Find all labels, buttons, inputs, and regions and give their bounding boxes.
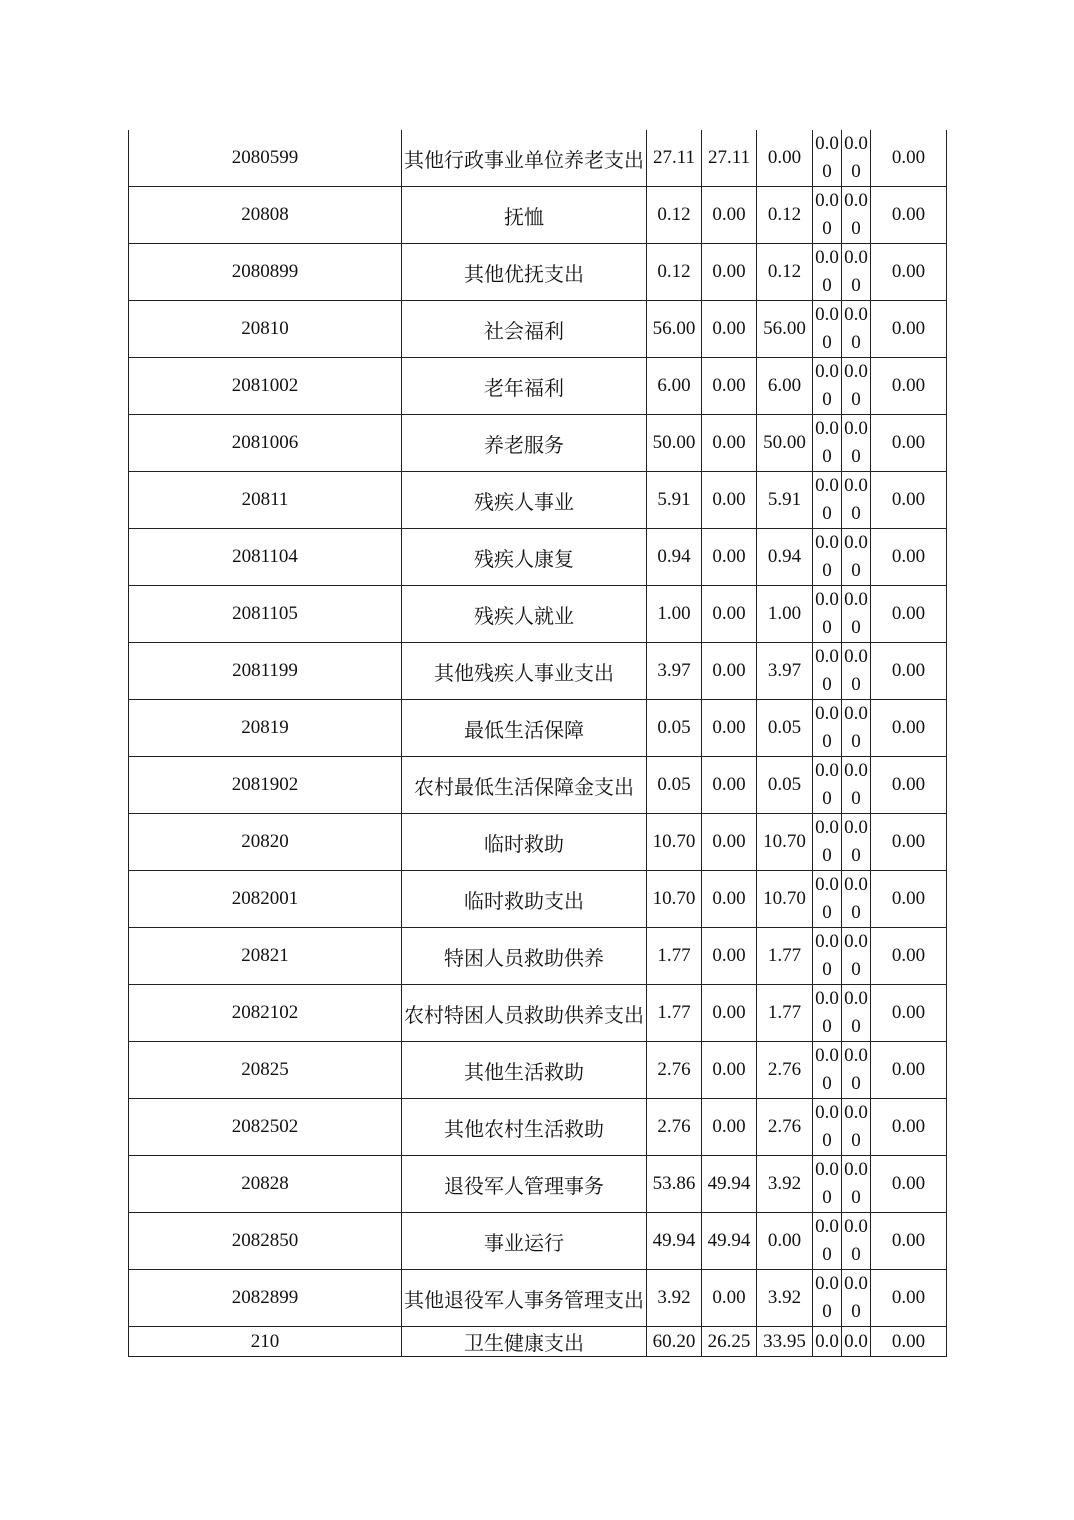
function-code-cell: 20811 (129, 472, 402, 529)
narrow-value-cell-1: 0.00 (813, 1156, 842, 1213)
total-cell: 5.91 (647, 472, 702, 529)
table-row (129, 529, 947, 586)
table-row (129, 187, 947, 244)
function-code-cell: 2081902 (129, 757, 402, 814)
project-expenditure-cell: 50.00 (757, 415, 813, 472)
narrow-value-cell-2: 0.00 (842, 1156, 871, 1213)
item-name-cell: 临时救助 (402, 814, 647, 871)
narrow-value-cell-2: 0.00 (842, 700, 871, 757)
item-name-cell: 老年福利 (402, 358, 647, 415)
total-cell: 27.11 (647, 130, 702, 187)
function-code-cell: 2080599 (129, 130, 402, 187)
project-expenditure-cell: 0.94 (757, 529, 813, 586)
narrow-value-cell-1: 0.00 (813, 1270, 842, 1327)
other-value-cell: 0.00 (871, 358, 947, 415)
project-expenditure-cell: 1.77 (757, 985, 813, 1042)
basic-expenditure-cell: 0.00 (702, 415, 757, 472)
project-expenditure-cell: 3.97 (757, 643, 813, 700)
narrow-value-cell-1: 0.00 (813, 985, 842, 1042)
narrow-value-cell-2: 0.00 (842, 928, 871, 985)
table-row (129, 1270, 947, 1327)
item-name-cell: 社会福利 (402, 301, 647, 358)
item-name-cell: 其他生活救助 (402, 1042, 647, 1099)
item-name-cell: 抚恤 (402, 187, 647, 244)
project-expenditure-cell: 0.05 (757, 700, 813, 757)
total-cell: 0.12 (647, 187, 702, 244)
project-expenditure-cell: 1.77 (757, 928, 813, 985)
basic-expenditure-cell: 49.94 (702, 1213, 757, 1270)
project-expenditure-cell: 33.95 (757, 1327, 813, 1357)
function-code-cell: 2081104 (129, 529, 402, 586)
project-expenditure-cell: 3.92 (757, 1270, 813, 1327)
total-cell: 60.20 (647, 1327, 702, 1357)
table-row (129, 244, 947, 301)
narrow-value-cell-1: 0.00 (813, 529, 842, 586)
basic-expenditure-cell: 0.00 (702, 187, 757, 244)
table-row (129, 130, 947, 187)
item-name-cell: 退役军人管理事务 (402, 1156, 647, 1213)
narrow-value-cell-1: 0.00 (813, 244, 842, 301)
basic-expenditure-cell: 0.00 (702, 472, 757, 529)
basic-expenditure-cell: 0.00 (702, 358, 757, 415)
narrow-value-cell-1: 0.00 (813, 130, 842, 187)
function-code-cell: 2082850 (129, 1213, 402, 1270)
narrow-value-cell-1: 0.00 (813, 814, 842, 871)
total-cell: 10.70 (647, 871, 702, 928)
narrow-value-cell-2: 0.00 (842, 187, 871, 244)
narrow-value-cell-2: 0.00 (842, 871, 871, 928)
table-row (129, 1042, 947, 1099)
function-code-cell: 2081199 (129, 643, 402, 700)
narrow-value-cell-2: 0.00 (842, 985, 871, 1042)
narrow-value-cell-2: 0.0 (842, 1327, 871, 1357)
function-code-cell: 2080899 (129, 244, 402, 301)
other-value-cell: 0.00 (871, 1327, 947, 1357)
project-expenditure-cell: 0.00 (757, 130, 813, 187)
item-name-cell: 其他残疾人事业支出 (402, 643, 647, 700)
narrow-value-cell-2: 0.00 (842, 415, 871, 472)
narrow-value-cell-2: 0.00 (842, 1213, 871, 1270)
function-code-cell: 20825 (129, 1042, 402, 1099)
item-name-cell: 其他农村生活救助 (402, 1099, 647, 1156)
function-code-cell: 2082502 (129, 1099, 402, 1156)
basic-expenditure-cell: 0.00 (702, 757, 757, 814)
project-expenditure-cell: 0.05 (757, 757, 813, 814)
table-row (129, 1213, 947, 1270)
basic-expenditure-cell: 0.00 (702, 1099, 757, 1156)
item-name-cell: 最低生活保障 (402, 700, 647, 757)
other-value-cell: 0.00 (871, 928, 947, 985)
item-name-cell: 养老服务 (402, 415, 647, 472)
function-code-cell: 2081002 (129, 358, 402, 415)
project-expenditure-cell: 6.00 (757, 358, 813, 415)
basic-expenditure-cell: 0.00 (702, 814, 757, 871)
budget-table-page (128, 130, 946, 1357)
function-code-cell: 20808 (129, 187, 402, 244)
total-cell: 1.77 (647, 985, 702, 1042)
narrow-value-cell-1: 0.00 (813, 757, 842, 814)
item-name-cell: 残疾人事业 (402, 472, 647, 529)
narrow-value-cell-2: 0.00 (842, 244, 871, 301)
other-value-cell: 0.00 (871, 1156, 947, 1213)
table-row (129, 1327, 947, 1357)
narrow-value-cell-2: 0.00 (842, 1270, 871, 1327)
table-row (129, 700, 947, 757)
total-cell: 1.00 (647, 586, 702, 643)
table-row (129, 757, 947, 814)
narrow-value-cell-2: 0.00 (842, 1042, 871, 1099)
item-name-cell: 其他退役军人事务管理支出 (402, 1270, 647, 1327)
table-row (129, 871, 947, 928)
basic-expenditure-cell: 0.00 (702, 1042, 757, 1099)
other-value-cell: 0.00 (871, 1042, 947, 1099)
function-code-cell: 20810 (129, 301, 402, 358)
narrow-value-cell-1: 0.00 (813, 643, 842, 700)
total-cell: 1.77 (647, 928, 702, 985)
other-value-cell: 0.00 (871, 244, 947, 301)
item-name-cell: 临时救助支出 (402, 871, 647, 928)
other-value-cell: 0.00 (871, 1099, 947, 1156)
other-value-cell: 0.00 (871, 700, 947, 757)
project-expenditure-cell: 0.00 (757, 1213, 813, 1270)
project-expenditure-cell: 5.91 (757, 472, 813, 529)
total-cell: 10.70 (647, 814, 702, 871)
function-code-cell: 2082102 (129, 985, 402, 1042)
table-row (129, 1156, 947, 1213)
other-value-cell: 0.00 (871, 985, 947, 1042)
total-cell: 3.92 (647, 1270, 702, 1327)
other-value-cell: 0.00 (871, 529, 947, 586)
basic-expenditure-cell: 0.00 (702, 1270, 757, 1327)
other-value-cell: 0.00 (871, 1213, 947, 1270)
function-code-cell: 2081006 (129, 415, 402, 472)
project-expenditure-cell: 2.76 (757, 1042, 813, 1099)
basic-expenditure-cell: 0.00 (702, 301, 757, 358)
function-code-cell: 2082001 (129, 871, 402, 928)
function-code-cell: 20820 (129, 814, 402, 871)
expenditure-table (128, 130, 947, 1357)
item-name-cell: 残疾人就业 (402, 586, 647, 643)
basic-expenditure-cell: 49.94 (702, 1156, 757, 1213)
project-expenditure-cell: 3.92 (757, 1156, 813, 1213)
function-code-cell: 20821 (129, 928, 402, 985)
function-code-cell: 2082899 (129, 1270, 402, 1327)
basic-expenditure-cell: 27.11 (702, 130, 757, 187)
project-expenditure-cell: 0.12 (757, 244, 813, 301)
narrow-value-cell-1: 0.00 (813, 301, 842, 358)
basic-expenditure-cell: 0.00 (702, 985, 757, 1042)
item-name-cell: 残疾人康复 (402, 529, 647, 586)
total-cell: 0.12 (647, 244, 702, 301)
project-expenditure-cell: 1.00 (757, 586, 813, 643)
narrow-value-cell-2: 0.00 (842, 130, 871, 187)
narrow-value-cell-1: 0.00 (813, 871, 842, 928)
narrow-value-cell-2: 0.00 (842, 643, 871, 700)
basic-expenditure-cell: 0.00 (702, 586, 757, 643)
basic-expenditure-cell: 0.00 (702, 871, 757, 928)
item-name-cell: 特困人员救助供养 (402, 928, 647, 985)
total-cell: 0.05 (647, 700, 702, 757)
other-value-cell: 0.00 (871, 871, 947, 928)
basic-expenditure-cell: 0.00 (702, 928, 757, 985)
table-row (129, 358, 947, 415)
narrow-value-cell-2: 0.00 (842, 472, 871, 529)
other-value-cell: 0.00 (871, 586, 947, 643)
total-cell: 53.86 (647, 1156, 702, 1213)
other-value-cell: 0.00 (871, 301, 947, 358)
narrow-value-cell-2: 0.00 (842, 358, 871, 415)
project-expenditure-cell: 10.70 (757, 871, 813, 928)
function-code-cell: 20828 (129, 1156, 402, 1213)
function-code-cell: 210 (129, 1327, 402, 1357)
table-row (129, 415, 947, 472)
table-row (129, 586, 947, 643)
other-value-cell: 0.00 (871, 187, 947, 244)
table-row (129, 928, 947, 985)
item-name-cell: 农村最低生活保障金支出 (402, 757, 647, 814)
narrow-value-cell-2: 0.00 (842, 301, 871, 358)
total-cell: 6.00 (647, 358, 702, 415)
table-row (129, 814, 947, 871)
total-cell: 56.00 (647, 301, 702, 358)
other-value-cell: 0.00 (871, 1270, 947, 1327)
narrow-value-cell-1: 0.0 (813, 1327, 842, 1357)
total-cell: 49.94 (647, 1213, 702, 1270)
other-value-cell: 0.00 (871, 130, 947, 187)
narrow-value-cell-1: 0.00 (813, 358, 842, 415)
basic-expenditure-cell: 0.00 (702, 643, 757, 700)
other-value-cell: 0.00 (871, 757, 947, 814)
item-name-cell: 事业运行 (402, 1213, 647, 1270)
narrow-value-cell-1: 0.00 (813, 1042, 842, 1099)
item-name-cell: 其他优抚支出 (402, 244, 647, 301)
total-cell: 0.05 (647, 757, 702, 814)
basic-expenditure-cell: 0.00 (702, 700, 757, 757)
other-value-cell: 0.00 (871, 814, 947, 871)
narrow-value-cell-1: 0.00 (813, 1099, 842, 1156)
narrow-value-cell-2: 0.00 (842, 757, 871, 814)
narrow-value-cell-1: 0.00 (813, 415, 842, 472)
table-row (129, 1099, 947, 1156)
other-value-cell: 0.00 (871, 415, 947, 472)
project-expenditure-cell: 10.70 (757, 814, 813, 871)
item-name-cell: 其他行政事业单位养老支出 (402, 130, 647, 187)
other-value-cell: 0.00 (871, 472, 947, 529)
project-expenditure-cell: 2.76 (757, 1099, 813, 1156)
basic-expenditure-cell: 26.25 (702, 1327, 757, 1357)
narrow-value-cell-1: 0.00 (813, 928, 842, 985)
total-cell: 3.97 (647, 643, 702, 700)
item-name-cell: 卫生健康支出 (402, 1327, 647, 1357)
item-name-cell: 农村特困人员救助供养支出 (402, 985, 647, 1042)
total-cell: 0.94 (647, 529, 702, 586)
narrow-value-cell-1: 0.00 (813, 187, 842, 244)
table-row (129, 985, 947, 1042)
table-body (129, 130, 947, 1357)
narrow-value-cell-1: 0.00 (813, 472, 842, 529)
basic-expenditure-cell: 0.00 (702, 244, 757, 301)
function-code-cell: 2081105 (129, 586, 402, 643)
narrow-value-cell-1: 0.00 (813, 1213, 842, 1270)
total-cell: 50.00 (647, 415, 702, 472)
total-cell: 2.76 (647, 1042, 702, 1099)
narrow-value-cell-2: 0.00 (842, 1099, 871, 1156)
narrow-value-cell-1: 0.00 (813, 586, 842, 643)
total-cell: 2.76 (647, 1099, 702, 1156)
narrow-value-cell-2: 0.00 (842, 529, 871, 586)
basic-expenditure-cell: 0.00 (702, 529, 757, 586)
narrow-value-cell-2: 0.00 (842, 814, 871, 871)
project-expenditure-cell: 56.00 (757, 301, 813, 358)
narrow-value-cell-1: 0.00 (813, 700, 842, 757)
function-code-cell: 20819 (129, 700, 402, 757)
narrow-value-cell-2: 0.00 (842, 586, 871, 643)
project-expenditure-cell: 0.12 (757, 187, 813, 244)
table-row (129, 472, 947, 529)
table-row (129, 643, 947, 700)
table-row (129, 301, 947, 358)
other-value-cell: 0.00 (871, 643, 947, 700)
